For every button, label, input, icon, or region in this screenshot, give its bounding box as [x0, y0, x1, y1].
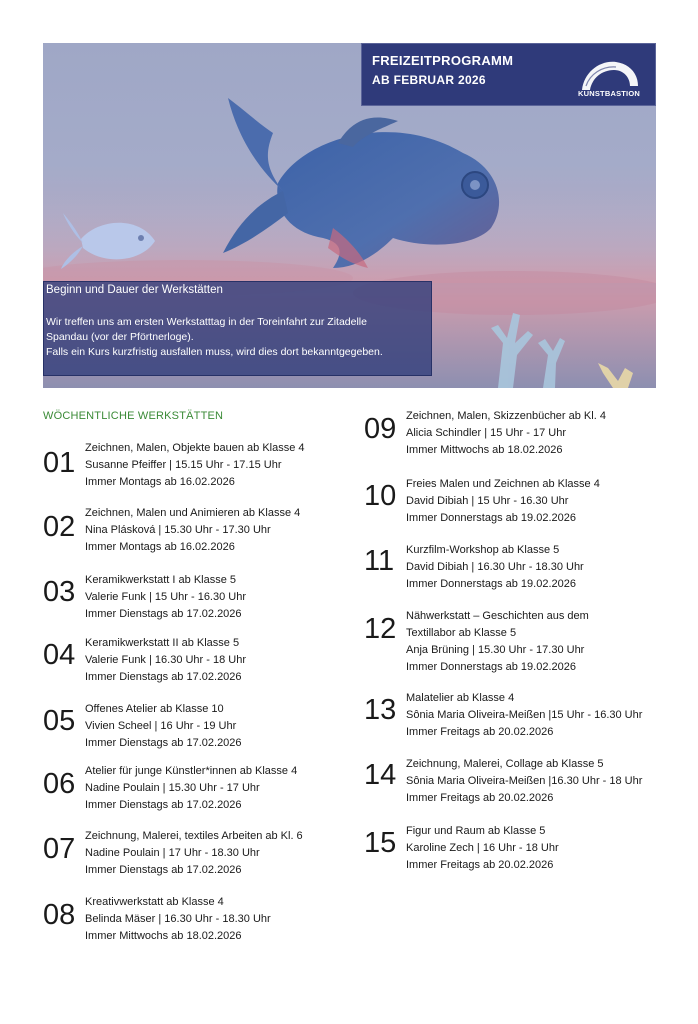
workshop-info-line: Immer Dienstags ab 17.02.2026	[85, 864, 242, 876]
section-title: WÖCHENTLICHE WERKSTÄTTEN	[43, 410, 224, 422]
hero-illustration	[43, 43, 656, 388]
workshop-title: Malatelier ab Klasse 4	[406, 692, 515, 704]
workshop-details	[406, 608, 589, 676]
program-title: FREIZEITPROGRAMM	[372, 53, 514, 68]
workshop-details	[406, 823, 559, 874]
workshop-details	[406, 756, 642, 807]
workshop-number: 14	[364, 759, 397, 791]
workshop-info-line: David Dibiah | 15 Uhr - 16.30 Uhr	[406, 495, 569, 507]
workshop-number: 06	[43, 768, 76, 800]
workshop-title: Zeichnen, Malen, Objekte bauen ab Klasse 4	[85, 442, 305, 454]
workshop-number: 07	[43, 833, 76, 865]
info-line: Wir treffen uns am ersten Werkstatttag in der Toreinfahrt zur Zitadelle	[46, 316, 367, 328]
workshop-info-line: Immer Mittwochs ab 18.02.2026	[85, 930, 242, 942]
logo-text: KUNSTBASTION	[578, 89, 640, 98]
workshop-number: 09	[364, 413, 397, 445]
workshop-info-line: Immer Dienstags ab 17.02.2026	[85, 737, 242, 749]
workshop-number: 13	[364, 694, 397, 726]
workshop-info-line: Immer Dienstags ab 17.02.2026	[85, 799, 242, 811]
workshop-details	[406, 542, 584, 593]
workshop-info-line: Immer Montags ab 16.02.2026	[85, 476, 235, 488]
workshop-info-line: Sônia Maria Oliveira-Meißen |15 Uhr - 16.30 Uhr	[406, 709, 643, 721]
workshop-title: Nähwerkstatt – Geschichten aus dem	[406, 610, 589, 622]
workshop-title: Zeichnung, Malerei, textiles Arbeiten ab Kl. 6	[85, 830, 303, 842]
workshop-info-line: Immer Dienstags ab 17.02.2026	[85, 671, 242, 683]
workshop-info-line: Nina Plásková | 15.30 Uhr - 17.30 Uhr	[85, 524, 271, 536]
info-heading: Beginn und Dauer der Werkstätten	[46, 284, 223, 296]
workshop-info-line: Immer Freitags ab 20.02.2026	[406, 792, 554, 804]
workshop-info-line: Immer Freitags ab 20.02.2026	[406, 859, 554, 871]
info-line: Falls ein Kurs kurzfristig ausfallen muss, wird dies dort bekanntgegeben.	[46, 346, 383, 358]
workshop-info-line: Sônia Maria Oliveira-Meißen |16.30 Uhr - 18 Uhr	[406, 775, 643, 787]
workshop-info-line: Immer Montags ab 16.02.2026	[85, 541, 235, 553]
workshop-details	[85, 701, 242, 752]
workshop-details	[85, 572, 246, 623]
workshop-info-line: Immer Mittwochs ab 18.02.2026	[406, 444, 563, 456]
workshop-info-line: Immer Donnerstags ab 19.02.2026	[406, 661, 576, 673]
workshop-details	[406, 408, 606, 459]
workshop-details	[85, 828, 303, 879]
workshop-info-line: Nadine Poulain | 15.30 Uhr - 17 Uhr	[85, 782, 260, 794]
workshop-info-line: Vivien Scheel | 16 Uhr - 19 Uhr	[85, 720, 237, 732]
workshop-info-line: Valerie Funk | 15 Uhr - 16.30 Uhr	[85, 591, 247, 603]
workshop-info-line: Immer Donnerstags ab 19.02.2026	[406, 512, 576, 524]
workshop-title: Zeichnen, Malen, Skizzenbücher ab Kl. 4	[406, 410, 606, 422]
info-box	[43, 281, 432, 376]
workshop-info-line: Immer Freitags ab 20.02.2026	[406, 726, 554, 738]
workshop-title: Freies Malen und Zeichnen ab Klasse 4	[406, 478, 600, 490]
workshop-title: Kurzfilm-Workshop ab Klasse 5	[406, 544, 560, 556]
workshop-info-line: Immer Dienstags ab 17.02.2026	[85, 608, 242, 620]
workshop-title: Atelier für junge Künstler*innen ab Klasse 4	[85, 765, 298, 777]
workshop-number: 12	[364, 613, 397, 645]
workshop-info-line: David Dibiah | 16.30 Uhr - 18.30 Uhr	[406, 561, 584, 573]
workshop-info-line: Alicia Schindler | 15 Uhr - 17 Uhr	[406, 427, 566, 439]
workshop-number: 04	[43, 639, 76, 671]
workshop-info-line: Belinda Mäser | 16.30 Uhr - 18.30 Uhr	[85, 913, 271, 925]
info-text	[46, 315, 431, 360]
workshop-number: 02	[43, 511, 76, 543]
coral-icon	[491, 313, 633, 388]
workshop-info-line: Valerie Funk | 16.30 Uhr - 18 Uhr	[85, 654, 247, 666]
workshop-info-line: Karoline Zech | 16 Uhr - 18 Uhr	[406, 842, 559, 854]
workshop-number: 11	[364, 545, 395, 577]
workshop-title: Zeichnen, Malen und Animieren ab Klasse 4	[85, 507, 301, 519]
workshop-title: Zeichnung, Malerei, Collage ab Klasse 5	[406, 758, 604, 770]
workshop-info-line: Anja Brüning | 15.30 Uhr - 17.30 Uhr	[406, 644, 585, 656]
workshop-details	[406, 690, 642, 741]
workshop-details	[85, 894, 271, 945]
workshop-number: 10	[364, 480, 397, 512]
workshop-details	[85, 440, 305, 491]
workshop-title: Figur und Raum ab Klasse 5	[406, 825, 546, 837]
workshop-number: 03	[43, 576, 76, 608]
program-subtitle: AB FEBRUAR 2026	[372, 73, 486, 87]
workshop-details	[85, 505, 300, 556]
workshop-title: Keramikwerkstatt II ab Klasse 5	[85, 637, 240, 649]
header-banner	[361, 43, 656, 106]
workshop-details	[406, 476, 600, 527]
workshop-info-line: Nadine Poulain | 17 Uhr - 18.30 Uhr	[85, 847, 260, 859]
workshop-info-line: Immer Donnerstags ab 19.02.2026	[406, 578, 576, 590]
workshop-title: Offenes Atelier ab Klasse 10	[85, 703, 224, 715]
workshop-number: 15	[364, 827, 397, 859]
workshop-number: 05	[43, 705, 76, 737]
workshop-number: 08	[43, 899, 76, 931]
workshop-details	[85, 635, 246, 686]
workshop-info-line: Textillabor ab Klasse 5	[406, 627, 517, 639]
info-line: Spandau (vor der Pförtnerloge).	[46, 331, 194, 343]
workshop-title: Keramikwerkstatt I ab Klasse 5	[85, 574, 237, 586]
workshop-details	[85, 763, 297, 814]
workshop-title: Kreativwerkstatt ab Klasse 4	[85, 896, 224, 908]
workshop-number: 01	[43, 447, 76, 479]
workshop-info-line: Susanne Pfeiffer | 15.15 Uhr - 17.15 Uhr	[85, 459, 282, 471]
